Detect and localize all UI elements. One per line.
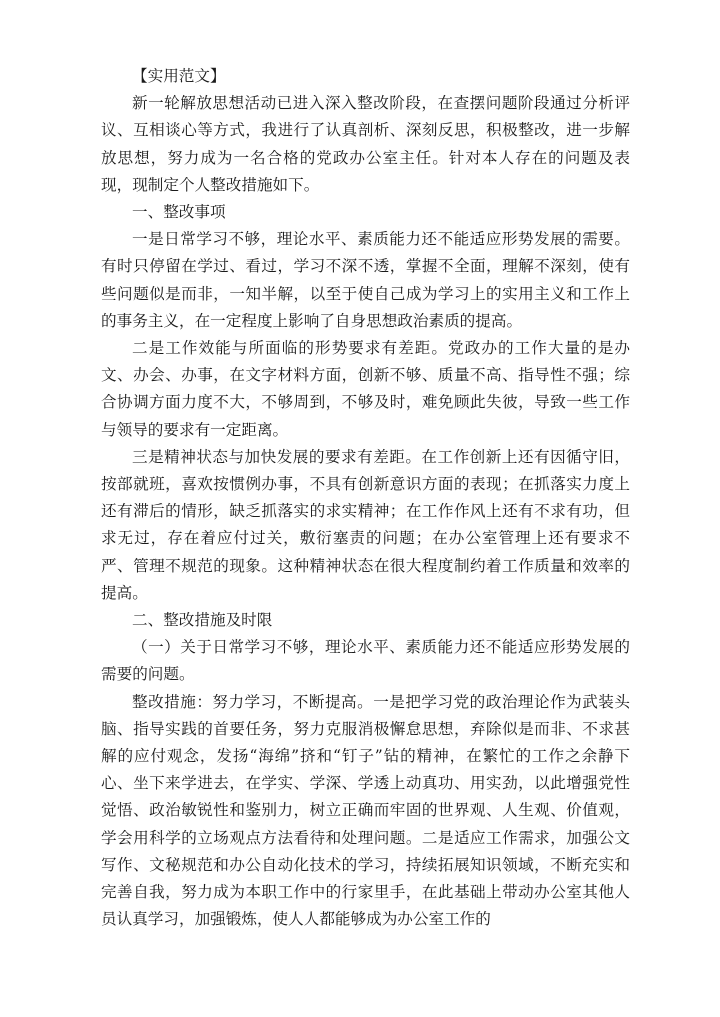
item-3-paragraph: 三是精神状态与加快发展的要求有差距。在工作创新上还有因循守旧，按部就班，喜欢按惯例办事，不具有创新意识方面的表现；在抓落实力度上还有滞后的情形，缺乏抓落实的求实精神；在工作作风上还有不求有功，但求无过，存在着应付过关，敷衍塞责的问题；在办公室管理上还有要求不严、管理不规范的现象。这种精神状态在很大程度制约着工作质量和效率的提高。 — [101, 447, 630, 602]
item-2-paragraph: 二是工作效能与所面临的形势要求有差距。党政办的工作大量的是办文、办会、办事，在文字材料方面，创新不够、质量不高、指导性不强；综合协调方面力度不大，不够周到，不够及时，难免顾此失彼，导致一些工作与领导的要求有一定距离。 — [101, 339, 630, 439]
section-1-title: 一、整改事项 — [132, 203, 226, 222]
document-label: 【实用范文】 — [132, 67, 226, 85]
item-1-paragraph: 一是日常学习不够，理论水平、素质能力还不能适应形势发展的需要。有时只停留在学过、看过，学习不深不透，掌握不全面，理解不深刻，使有些问题似是而非，一知半解，以至于使自己成为学习上的实用主义和工作上的事务主义，在一定程度上影响了自身思想政治素质的提高。 — [101, 230, 630, 330]
document-body — [101, 63, 630, 934]
section-2-title: 二、整改措施及时限 — [132, 611, 273, 630]
intro-paragraph: 新一轮解放思想活动已进入深入整改阶段，在查摆问题阶段通过分析评议、互相谈心等方式，我进行了认真剖析、深刻反思，积极整改，进一步解放思想，努力成为一名合格的党政办公室主任。针对本人存在的问题及表现，现制定个人整改措施如下。 — [101, 94, 630, 194]
subsection-1-title: （一）关于日常学习不够，理论水平、素质能力还不能适应形势发展的需要的问题。 — [101, 638, 630, 684]
measures-paragraph: 整改措施：努力学习，不断提高。一是把学习党的政治理论作为武装头脑、指导实践的首要任务，努力克服消极懈怠思想，弃除似是而非、不求甚解的应付观念，发扬“海绵”挤和“钉子”钻的精神，在繁忙的工作之余静下心、坐下来学进去，在学实、学深、学透上动真功、用实劲，以此增强党性觉悟、政治敏锐性和鉴别力，树立正确而牢固的世界观、人生观、价值观，学会用科学的立场观点方法看待和处理问题。二是适应工作需求，加强公文写作、文秘规范和办公自动化技术的学习，持续拓展知识领域，不断充实和完善自我，努力成为本职工作中的行家里手，在此基础上带动办公室其他人员认真学习，加强锻炼，使人人都能够成为办公室工作的 — [101, 692, 630, 929]
